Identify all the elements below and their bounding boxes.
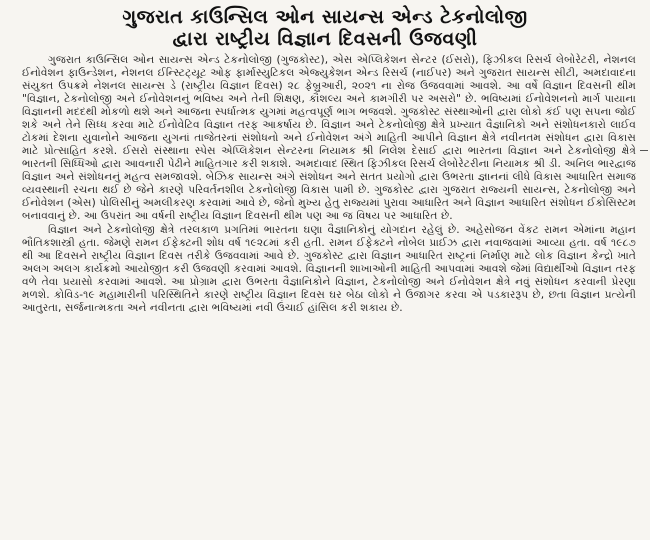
article-headline: [0, 0, 650, 50]
article-paragraph-1: ગુજરાત કાઉન્સિલ ઓન સાયન્સ એન્ડ ટેકનોલોજી (ગુજકોસ્ટ), એસ એપ્લિકેશન સેન્ટર (ઈસરો), ફિઝીકલ રિસર્ચ લેબોરેટરી, નેશનલ ઈનોવેશન ફાઉન્ડેશન, નેશનલ ઈન્સ્ટિટ્યૂટ ઓફ ફાર્માસ્યુટિકલ એજ્યુકેશન એન્ડ રિસર્ચ (નાઈપર) અને ગુજરાત સાયન્સ સીટી, અમદાવાદના સંયુક્ત ઉપક્રમે નેશનલ સાયન્સ ડે (રાષ્ટ્રીય વિજ્ઞાન દિવસ) ૨૮ ફેબ્રુઆરી, ૨૦૨૧ ના રોજ ઉજવવામાં આવશે. આ વર્ષે વિજ્ઞાન દિવસની થીમ "વિજ્ઞાન, ટેકનોલોજી અને ઈનોવેશનનું ભવિષ્ય અને તેની શિક્ષણ, કૌશલ્ય અને કામગીરી પર અસરો" છે. ભવિષ્યમાં ઈનોવેશનનો માર્ગ પાયાના વિજ્ઞાનની મદદથી મોકળો થશે અને આજના સ્પર્ધાત્મક યુગમાં મહત્વપૂર્ણ ભાગ ભજવશે. ગુજકોસ્ટ સંસ્થાઓની દ્વારા લોકો કંઈ પણ સપના જોઈ શકે અને તેને સિધ્ધ કરવા માટે ઈનોવેટિવ વિજ્ઞાન તરફ આકર્ષાય છે. વિજ્ઞાન અને ટેકનોલોજી ક્ષેત્રે પ્રખ્યાત વૈજ્ઞાનિકો અને સંશોધનકારો લાઈવ ટોકમાં દેશના યુવાનોને આજના યુગનાં તાજેતરનાં સંશોધનો અને ઈનોવેશન અંગે માહિતી આપીને વિજ્ઞાન ક્ષેત્રે નવીનતમ સંશોધન દ્વારા વિકાસ માટે પ્રોત્સાહિત કરશે. ઈસરો સંસ્થાના સ્પેસ એપ્લિકેશન સેન્ટરના નિયામક શ્રી નિલેશ દેસાઈ દ્વારા ભારતના વિજ્ઞાન અને ટેકનોલોજી ક્ષેત્રે ભારતની સિધ્ધિઓ દ્વારા આવનારી પેઢીને માહિતગાર કરી શકાશે. અમદાવાદ સ્થિત ફિઝીકલ રિસર્ચ લેબોરેટરીના નિયામક શ્રી ડી. અનિલ ભારદ્વાજ વિજ્ઞાન અને સંશોધનનું મહત્વ સમજાવશે. બેઝિક સાયન્સ અંગે સંશોધન અને સતત પ્રયોગો દ્વારા ઉભરતા જ્ઞાનનાં લીધે વિકાસ આધારિત સમાજ વ્યવસ્થાની રચના થઈ છે જેને કારણે પરિવર્તનશીલ ટેકનોલોજી વિકાસ પામી છે. ગુજકોસ્ટ દ્વારા ગુજરાત રાજ્યની સાયન્સ, ટેકનોલોજી અને ઈનોવેશન (એસ) પોલિસીનું અમલીકરણ કરવામાં આવે છે, જેનો મુખ્ય હેતુ રાજ્યમાં પુરાવા આધારિત અને વિજ્ઞાન આધારિત સંશોધન ઈકોસિસ્ટમ બનાવવાનું છે. આ ઉપરાંત આ વર્ષની રાષ્ટ્રીય વિજ્ઞાન દિવસની થીમ પણ આ જ વિષય પર આધારિત છે.: [22, 54, 636, 222]
headline-line-1: ગુજરાત કાઉન્સિલ ઓન સાયન્સ એન્ડ ટેકનોલોજી: [122, 6, 528, 28]
article-paragraph-2: વિજ્ઞાન અને ટેકનોલોજી ક્ષેત્રે તરલકાળ પ્રગતિમાં ભારતના ઘણા વૈજ્ઞાનિકોનું યોગદાન રહેલું છે. અહેસોજન વેંકટ રામન એમાંના મહાન ભૌતિકશાસ્ત્રી હતા. જેમણે રામન ઈફેક્ટની શોધ વર્ષ ૧૯૨૮માં કરી હતી. રામન ઈફેક્ટને નોબેલ પ્રાઈઝ દ્વારા નવાજવામાં આવ્યા હતા. વર્ષ ૧૯૮૭ થી આ દિવસને રાષ્ટ્રીય વિજ્ઞાન દિવસ તરીકે ઉજવવામાં આવે છે. ગુજકોસ્ટ દ્વારા વિજ્ઞાન આધારિત રાષ્ટ્રનાં નિર્માણ માટે લોક વિજ્ઞાન કેન્દ્રો ખાતે અલગ અલગ કાર્યક્રમો આયોજીત કરી ઉજવણી કરવામાં આવશે. વિજ્ઞાનની શાખાઓની માહિતી આપવામાં આવશે જેમાં વિદ્યાર્થીઓ વિજ્ઞાન તરફ વળે તેવા પ્રયાસો કરવામાં આવશે. આ પ્રોગ્રામ દ્વારા ઉભરતા વૈજ્ઞાનિકોને વિજ્ઞાન, ટેકનોલોજી અને ઈનોવેશન ક્ષેત્રે નવું સંશોધન કરવાની પ્રેરણા મળશે. કોવિડ-૧૯ મહામારીની પરિસ્થિતિને કારણે રાષ્ટ્રીય વિજ્ઞાન દિવસ ઘર બેઠા લોકો ને ઉજાગર કરવા એ પડકારરૂપ છે, છતા વિજ્ઞાન પ્રત્યેની આતુરતા, સર્જનાત્મકતા અને નવીનતા દ્વારા ભવિષ્યમાં નવી ઉંચાઈ હાંસિલ કરી શકાય છે.: [22, 224, 636, 314]
article-body: [0, 50, 650, 315]
column-edge-tick: [640, 150, 648, 151]
headline-line-2: દ્વારા રાષ્ટ્રીય વિજ્ઞાન દિવસની ઉજવણી: [172, 28, 478, 50]
